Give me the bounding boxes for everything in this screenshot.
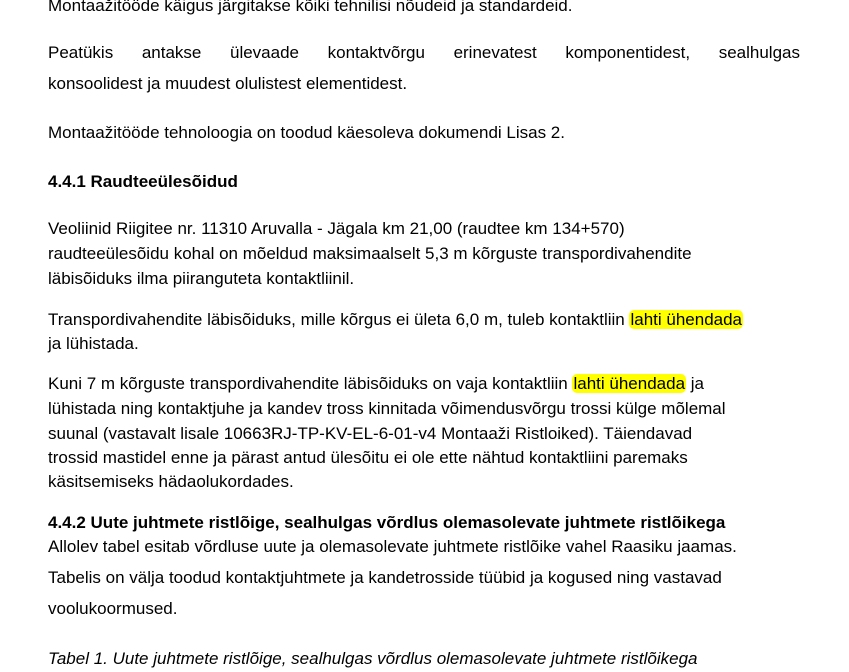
intro-overview-line-2: konsoolidest ja muudest olulistest elementidest. [48,74,408,93]
section-441-p1-line-1: Veoliinid Riigitee nr. 11310 Aruvalla - Jägala km 21,00 (raudtee km 134+570) [48,219,625,238]
section-441-p1-line-3: läbisõiduks ilma piiranguteta kontaktliinil. [48,269,355,288]
section-442-p1: Allolev tabel esitab võrdluse uute ja olemasolevate juhtmete ristlõike vahel Raasiku jaamas. [48,537,737,556]
section-441-heading: 4.4.1 Raudteeülesõidud [48,172,238,191]
section-441-p2-text: Transpordivahendite läbisõiduks, mille kõrgus ei ületa 6,0 m, tuleb kontaktliin [48,310,625,329]
section-441-p3-line-2: lühistada ning kontaktjuhe ja kandev tross kinnitada võimendusvõrgu trossi külge mõlemal [48,399,726,418]
highlight-disconnect-1: lahti ühendada [630,310,743,329]
section-441-p3-line-5: käsitsemiseks hädaolukordades. [48,472,294,491]
section-442-p2-line-2: voolukoormused. [48,599,178,618]
section-442-heading: 4.4.2 Uute juhtmete ristlõige, sealhulgas võrdlus olemasolevate juhtmete ristlõikega [48,513,726,532]
intro-line-standards: Montaažitööde käigus järgitakse kõiki tehnilisi nõudeid ja standardeid. [48,0,573,15]
section-441-p2-line-1 [48,310,743,330]
section-441-p3-text-before: Kuni 7 m kõrguste transpordivahendite läbisõiduks on vaja kontaktliin [48,374,568,393]
intro-overview-line-1: Peatükis antakse ülevaade kontaktvõrgu erinevatest komponentidest, sealhulgas [48,43,800,62]
section-441-p1-line-2: raudteeülesõidu kohal on mõeldud maksimaalselt 5,3 m kõrguste transpordivahendite [48,244,692,263]
section-441-p3-line-4: trossid mastidel enne ja pärast antud ülesõitu ei ole ette nähtud kontaktliini paremaks [48,448,688,467]
table-caption: Tabel 1. Uute juhtmete ristlõige, sealhulgas võrdlus olemasolevate juhtmete ristlõikega [48,649,698,668]
intro-technology-line: Montaažitööde tehnoloogia on toodud käesoleva dokumendi Lisas 2. [48,123,565,142]
section-441-p3-line-3: suunal (vastavalt lisale 10663RJ-TP-KV-EL-6-01-v4 Montaaži Ristloiked). Täiendavad [48,424,693,443]
section-441-p2-line-2: ja lühistada. [48,334,139,353]
section-441-p3-line-1 [48,374,704,394]
highlight-disconnect-2: lahti ühendada [573,374,686,393]
section-442-p2-line-1: Tabelis on välja toodud kontaktjuhtmete ja kandetrosside tüübid ja kogused ning vastavad [48,568,722,587]
section-441-p3-text-after: ja [690,374,704,393]
